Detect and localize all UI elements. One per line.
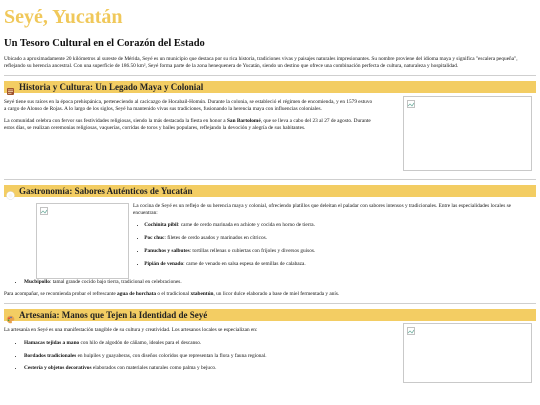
plate-icon	[6, 187, 15, 196]
crafts-section	[4, 327, 536, 383]
scroll-icon	[6, 83, 15, 92]
list-item: • Panuchos y salbutes: tortillas rellenas o cubiertas con frijoles y diversos guisos.	[137, 248, 530, 255]
list-item: • Mucbipollo: tamal grande cocido bajo tierra, tradicional en celebraciones.	[24, 279, 536, 286]
broken-image-icon	[40, 207, 48, 215]
crafts-intro: La artesanía en Seyé es una manifestación tangible de su cultura y creatividad. Los artesanos locales se especializan en:	[4, 327, 258, 334]
list-item: • Poc chuc: filetes de cerdo asados y marinados en cítricos.	[137, 235, 530, 242]
crafts-list	[4, 340, 383, 372]
saint-name: San Bartolomé	[226, 118, 261, 125]
divider	[4, 303, 536, 304]
crafts-section-header	[4, 309, 536, 321]
crafts-image	[403, 323, 532, 383]
page-title: Seyé, Yucatán	[4, 6, 123, 28]
history-section	[4, 99, 536, 171]
page-subtitle: Un Tesoro Cultural en el Corazón del Estado	[4, 38, 205, 49]
history-paragraph-2: La comunidad celebra con fervor sus festividades religiosas, siendo la más destacada la fiesta en honor a San Bartolomé, que se lleva a cabo del 23 al 27 de agosto. Durante estos días, se realizan ceremonias religiosas, vaquerías, corridas de toros y bailes populares, reflejando la devoción y alegría de sus habitantes.	[4, 118, 371, 131]
broken-image-icon	[407, 327, 415, 335]
intro-paragraph: Ubicado a aproximadamente 20 kilómetros al sureste de Mérida, Seyé es un municipio que destaca por su rica historia, tradiciones vivas y paisajes naturales impresionantes. Su nombre proviene del idioma maya y significa "escalera pequeña", reflejando su herencia ancestral. Con una superficie de 186.50 km², Seyé forma parte de la zona henequenera de Yucatán, siendo un destino que ofrece una combinación perfecta de cultura, naturaleza y hospitalidad.	[4, 56, 518, 69]
gastronomy-intro: La cocina de Seyé es un reflejo de su herencia maya y colonial, ofreciendo platillos que deleitan el paladar con sabores intensos y tradicionales. Entre las especialidades locales se encuentran:	[133, 203, 511, 216]
crafts-section-title: Artesanía: Manos que Tejen la Identidad de Seyé	[19, 310, 208, 321]
list-item: • Cochinita pibil: carne de cerdo marinada en achiote y cocida en horno de tierra.	[137, 222, 530, 229]
broken-image-icon	[407, 100, 415, 108]
history-section-header	[4, 81, 536, 93]
list-item: • Bordados tradicionales en huipiles y guayaberas, con diseños coloridos que representan la flora y fauna regional.	[24, 353, 383, 360]
dish-list-extra	[4, 279, 536, 286]
history-section-title: Historia y Cultura: Un Legado Maya y Colonial	[19, 82, 204, 93]
divider	[4, 75, 536, 76]
list-item: • Cestería y objetos decorativos elaborados con materiales naturales como palma y bejuco.	[24, 365, 383, 372]
history-paragraph-1: Seyé tiene sus raíces en la época prehispánica, perteneciendo al cacicazgo de Hocabail-Homún. Durante la colonia, se estableció el régimen de encomienda, y en 1579 estuvo a cargo de Alonso de Rojas. A lo largo de los siglos, Seyé ha mantenido vivas sus tradiciones, fusionando la herencia maya con influencias coloniales.	[4, 99, 373, 112]
gastronomy-image	[36, 203, 129, 279]
palette-icon	[6, 311, 15, 320]
dish-list	[133, 222, 530, 267]
gastronomy-section-header	[4, 185, 536, 197]
list-item: • Hamacas tejidas a mano con hilo de algodón de cáñamo, ideales para el descanso.	[24, 340, 383, 347]
history-image	[403, 96, 532, 171]
list-item: • Pipián de venado: carne de venado en salsa espesa de semillas de calabaza.	[137, 261, 530, 268]
divider	[4, 179, 536, 180]
gastronomy-closing: Para acompañar, se recomienda probar el refrescante agua de horchata o el tradicional xtabentún, un licor dulce elaborado a base de miel fermentada y anís.	[4, 290, 340, 297]
gastronomy-section-title: Gastronomía: Sabores Auténticos de Yucatán	[19, 186, 193, 197]
gastronomy-section	[4, 203, 536, 279]
